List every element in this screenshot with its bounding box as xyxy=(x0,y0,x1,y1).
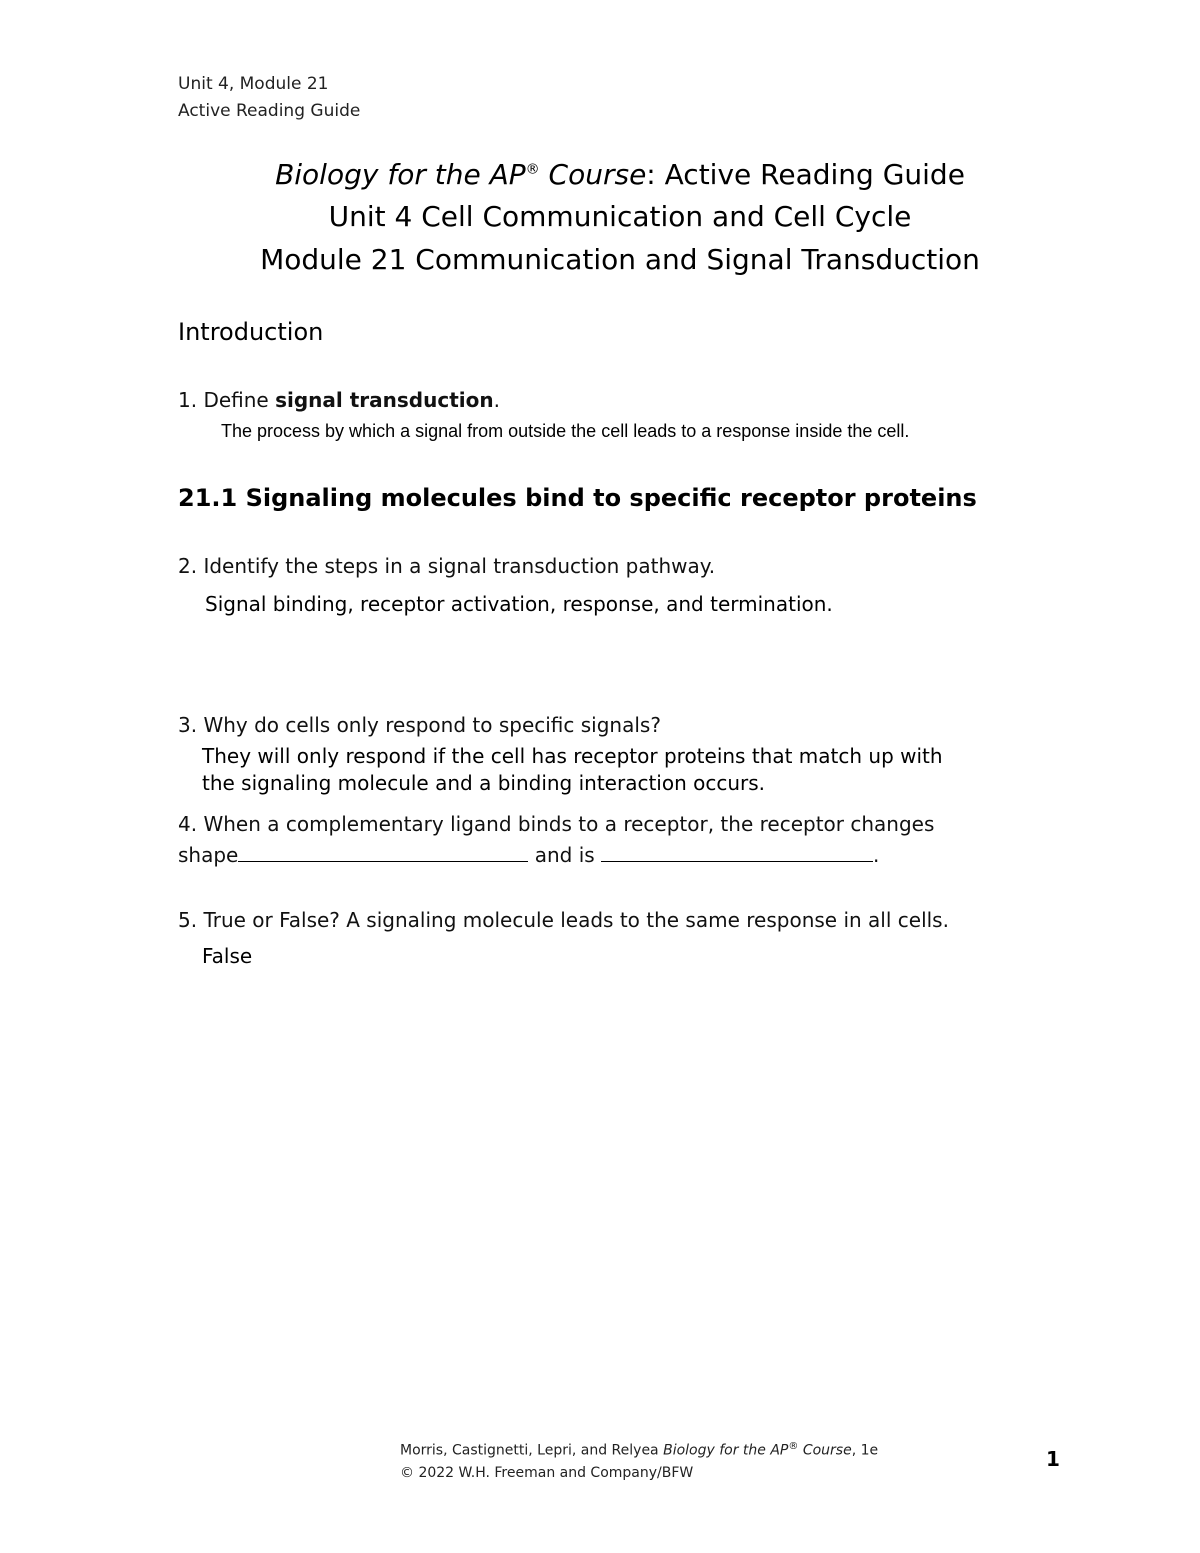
footer-registered-mark: ® xyxy=(788,1441,799,1452)
doc-title-module: Module 21 Communication and Signal Transduction xyxy=(260,243,980,276)
answer-5: False xyxy=(202,944,253,968)
registered-mark: ® xyxy=(525,161,540,178)
title-italic: Biology for the AP xyxy=(275,158,526,191)
footer-cite-italic-course: Course xyxy=(798,1442,852,1459)
answer-3-line-1: They will only respond if the cell has receptor proteins that match up with xyxy=(202,744,943,768)
answer-3-line-2: the signaling molecule and a binding interaction occurs. xyxy=(202,771,766,795)
question-1-prefix: 1. Define xyxy=(178,388,276,412)
answer-2: Signal binding, receptor activation, response, and termination. xyxy=(205,592,833,616)
question-4-blanks xyxy=(178,843,879,867)
title-rest: : Active Reading Guide xyxy=(646,158,965,191)
question-4-end: . xyxy=(873,843,880,867)
footer-citation xyxy=(400,1441,878,1459)
doc-header-unit: Unit 4, Module 21 xyxy=(178,74,329,94)
doc-title-unit: Unit 4 Cell Communication and Cell Cycle xyxy=(328,200,912,233)
question-1-suffix: . xyxy=(493,388,500,412)
section-heading-21-1: 21.1 Signaling molecules bind to specific receptor proteins xyxy=(178,484,977,512)
section-heading-introduction: Introduction xyxy=(178,318,324,346)
doc-header-guide: Active Reading Guide xyxy=(178,101,361,121)
question-4-mid: and is xyxy=(528,843,602,867)
answer-4-shape: shape xyxy=(178,843,239,867)
answer-1: The process by which a signal from outside the cell leads to a response inside the cell. xyxy=(221,421,910,441)
footer-cite-prefix: Morris, Castignetti, Lepri, and Relyea xyxy=(400,1442,664,1459)
footer-cite-suffix: , 1e xyxy=(851,1442,879,1459)
blank-line-2 xyxy=(601,860,873,862)
blank-line-1 xyxy=(238,860,528,862)
question-2: 2. Identify the steps in a signal transduction pathway. xyxy=(178,554,716,578)
footer-cite-italic: Biology for the AP xyxy=(663,1442,789,1459)
footer-copyright: © 2022 W.H. Freeman and Company/BFW xyxy=(400,1465,694,1481)
doc-title xyxy=(0,158,1200,191)
title-italic-course: Course xyxy=(539,158,647,191)
question-1 xyxy=(178,388,500,412)
question-5: 5. True or False? A signaling molecule leads to the same response in all cells. xyxy=(178,908,949,932)
question-1-term: signal transduction xyxy=(275,388,494,412)
question-4: 4. When a complementary ligand binds to a receptor, the receptor changes xyxy=(178,812,935,836)
question-3: 3. Why do cells only respond to specific signals? xyxy=(178,713,661,737)
page-number: 1 xyxy=(1046,1447,1060,1471)
